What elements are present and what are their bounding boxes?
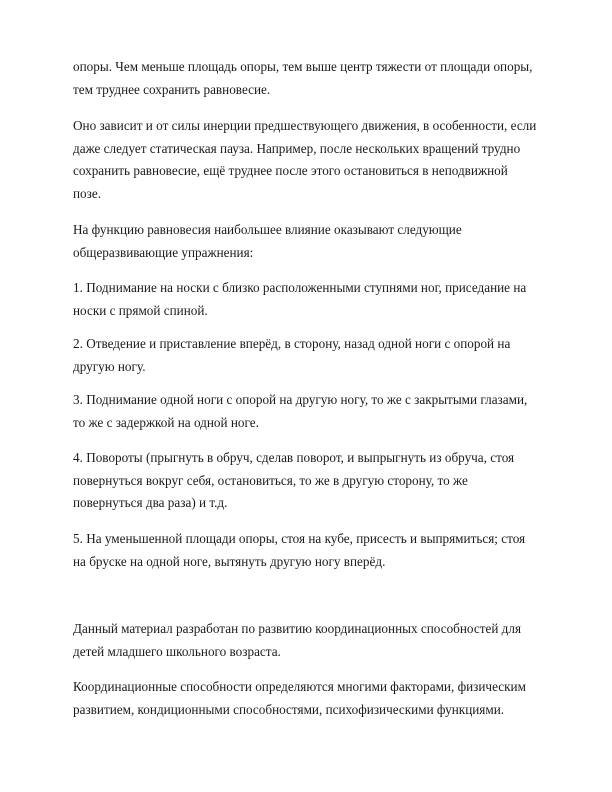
text-line: носки с прямой спиной.	[73, 302, 208, 318]
text-line: тем труднее сохранить равновесие.	[73, 81, 271, 97]
paragraph-inertia	[73, 115, 563, 205]
text-line: опоры. Чем меньше площадь опоры, тем выше центр тяжести от площади опоры,	[73, 59, 533, 74]
list-item-exercise-2	[73, 333, 563, 378]
text-line: 5. На уменьшенной площади опоры, стоя на кубе, присесть и выпрямиться; стоя	[73, 531, 526, 546]
list-item-exercise-5	[73, 528, 563, 573]
paragraph-coordination-factors	[73, 676, 563, 721]
text-line: Данный материал разработан по развитию координационных способностей для	[73, 621, 522, 636]
text-line: даже следует статическая пауза. Например, после нескольких вращений трудно	[73, 140, 521, 156]
text-line: другую ногу.	[73, 358, 146, 374]
list-item-exercise-3	[73, 389, 563, 434]
text-line: 2. Отведение и приставление вперёд, в сторону, назад одной ноги с опорой на	[73, 336, 511, 351]
paragraph-balance-exercises-intro	[73, 219, 563, 264]
text-line: повернуться два раза) и т.д.	[73, 495, 228, 510]
text-line: общеразвивающие упражнения:	[73, 244, 254, 260]
list-item-exercise-1	[73, 277, 563, 322]
text-line: 4. Повороты (прыгнуть в обруч, сделав поворот, и выпрыгнуть из обруча, стоя	[73, 450, 515, 465]
paragraph-support-area	[73, 56, 563, 101]
text-line: на бруске на одной ноге, вытянуть другую ногу вперёд.	[73, 553, 386, 569]
text-line: сохранить равновесие, ещё труднее после этого остановиться в неподвижной	[73, 163, 508, 178]
list-item-exercise-4	[73, 447, 563, 515]
text-line: развитием, кондиционными способностями, психофизическими функциями.	[73, 701, 505, 717]
text-line: детей младшего школьного возраста.	[73, 643, 281, 659]
text-line: позе.	[73, 185, 102, 201]
paragraph-material-purpose	[73, 618, 563, 663]
text-line: 3. Поднимание одной ноги с опорой на другую ногу, то же с закрытыми глазами,	[73, 392, 528, 407]
text-line: Оно зависит и от силы инерции предшествующего движения, в особенности, если	[73, 118, 537, 133]
text-line: то же с задержкой на одной ноге.	[73, 414, 259, 430]
text-line: Координационные способности определяются многими факторами, физическим	[73, 679, 526, 694]
text-line: повернуться вокруг себя, остановиться, то же в другую сторону, то же	[73, 472, 468, 488]
text-line: На функцию равновесия наибольшее влияние оказывают следующие	[73, 222, 462, 237]
text-line: 1. Поднимание на носки с близко расположенными ступнями ног, приседание на	[73, 280, 527, 295]
